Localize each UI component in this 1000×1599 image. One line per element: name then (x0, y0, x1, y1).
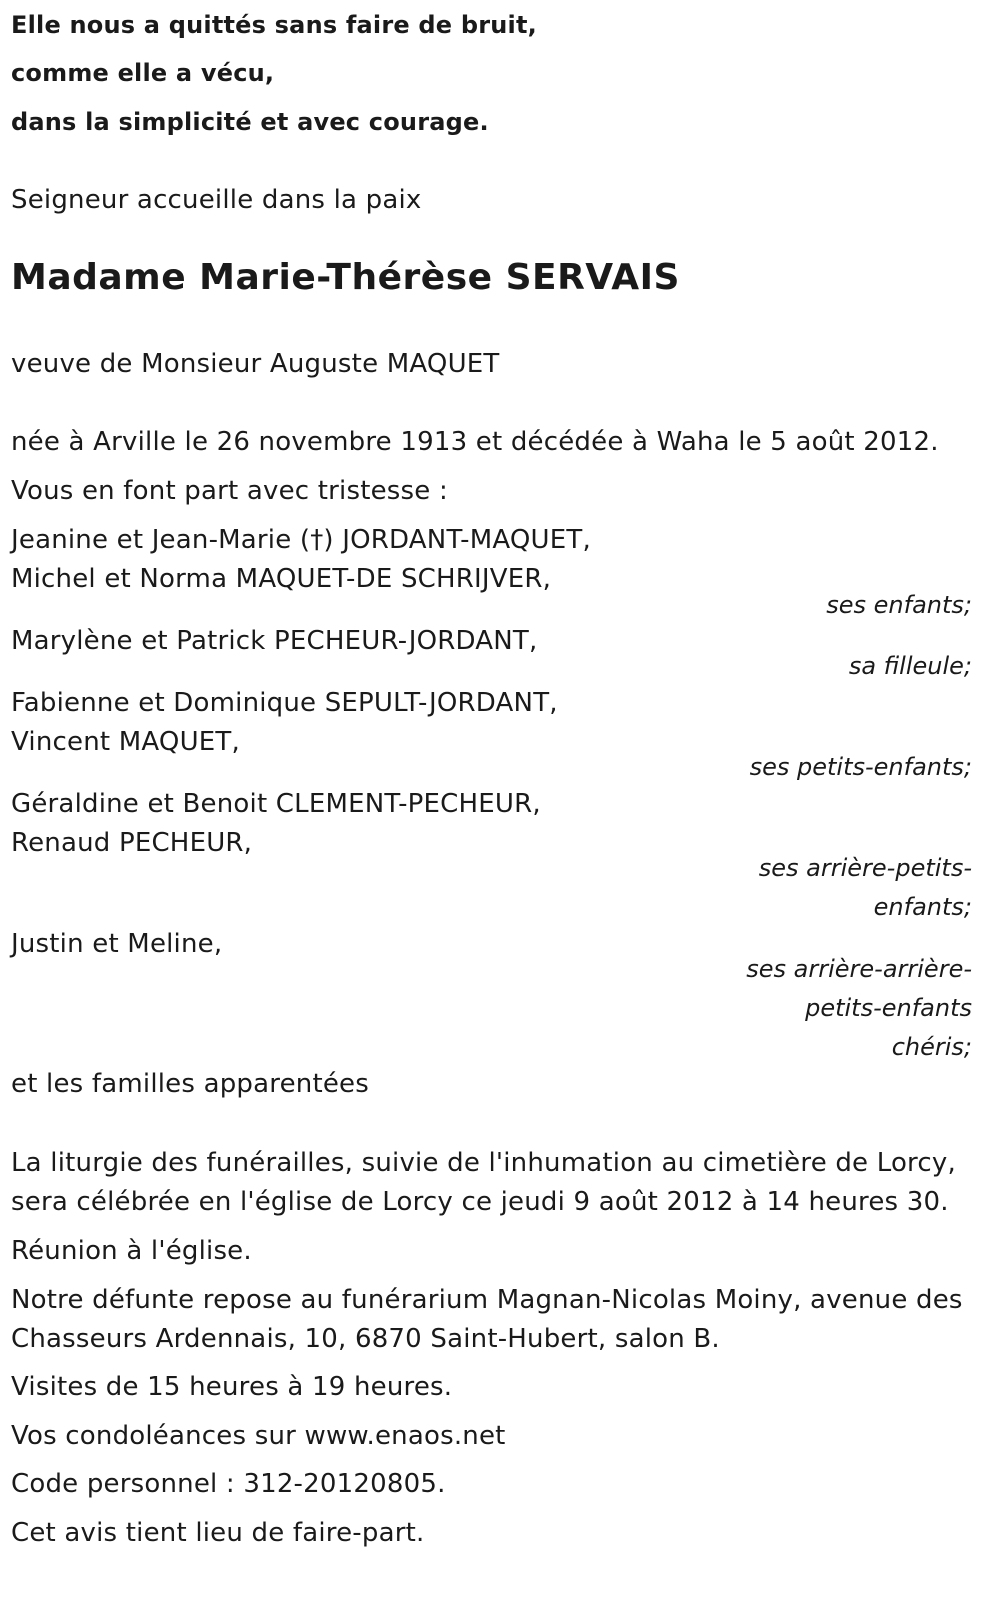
relation-label: ses arrière-petits-enfants; (758, 854, 972, 921)
liturgy-line-1: La liturgie des funérailles, suivie de l'inhumation au cimetière de Lorcy, (11, 1148, 956, 1178)
birth-death: née à Arville le 26 novembre 1913 et décédée à Waha le 5 août 2012. (11, 427, 939, 457)
family-member: Fabienne et Dominique SEPULT-JORDANT, (11, 688, 558, 718)
family-member: Marylène et Patrick PECHEUR-JORDANT, (11, 626, 538, 656)
relation-label: ses arrière-arrière-petits-enfants chéris; (746, 955, 972, 1061)
visits-text: Visites de 15 heures à 19 heures. (11, 1372, 453, 1402)
family-member: Justin et Meline, (11, 929, 223, 959)
personal-code: Code personnel : 312-20120805. (11, 1469, 446, 1499)
poem-line-3: dans la simplicité et avec courage. (11, 108, 489, 136)
meeting-text: Réunion à l'église. (11, 1236, 252, 1266)
family-member: Jeanine et Jean-Marie (†) JORDANT-MAQUET, (11, 525, 591, 555)
notice-text: Cet avis tient lieu de faire-part. (11, 1518, 425, 1548)
poem-line-1: Elle nous a quittés sans faire de bruit, (11, 11, 537, 39)
family-member: Michel et Norma MAQUET-DE SCHRIJVER, (11, 564, 552, 594)
relatives-text: et les familles apparentées (11, 1069, 369, 1099)
relation-label: ses enfants; (826, 591, 972, 619)
widow-of: veuve de Monsieur Auguste MAQUET (11, 349, 500, 379)
deceased-name: Madame Marie-Thérèse SERVAIS (11, 257, 680, 298)
rest-line-2: Chasseurs Ardennais, 10, 6870 Saint-Hubert, salon B. (11, 1324, 720, 1354)
relation-label: sa filleule; (848, 652, 972, 680)
poem-line-2: comme elle a vécu, (11, 59, 275, 87)
liturgy-line-2: sera célébrée en l'église de Lorcy ce jeudi 9 août 2012 à 14 heures 30. (11, 1187, 949, 1217)
family-member: Renaud PECHEUR, (11, 828, 253, 858)
condolences-text: Vos condoléances sur www.enaos.net (11, 1421, 506, 1451)
relation-label: ses petits-enfants; (749, 753, 972, 781)
intro-text: Seigneur accueille dans la paix (11, 185, 422, 215)
announce-text: Vous en font part avec tristesse : (11, 476, 448, 506)
family-member: Géraldine et Benoit CLEMENT-PECHEUR, (11, 789, 541, 819)
family-member: Vincent MAQUET, (11, 727, 240, 757)
rest-line-1: Notre défunte repose au funérarium Magnan-Nicolas Moiny, avenue des (11, 1285, 963, 1315)
